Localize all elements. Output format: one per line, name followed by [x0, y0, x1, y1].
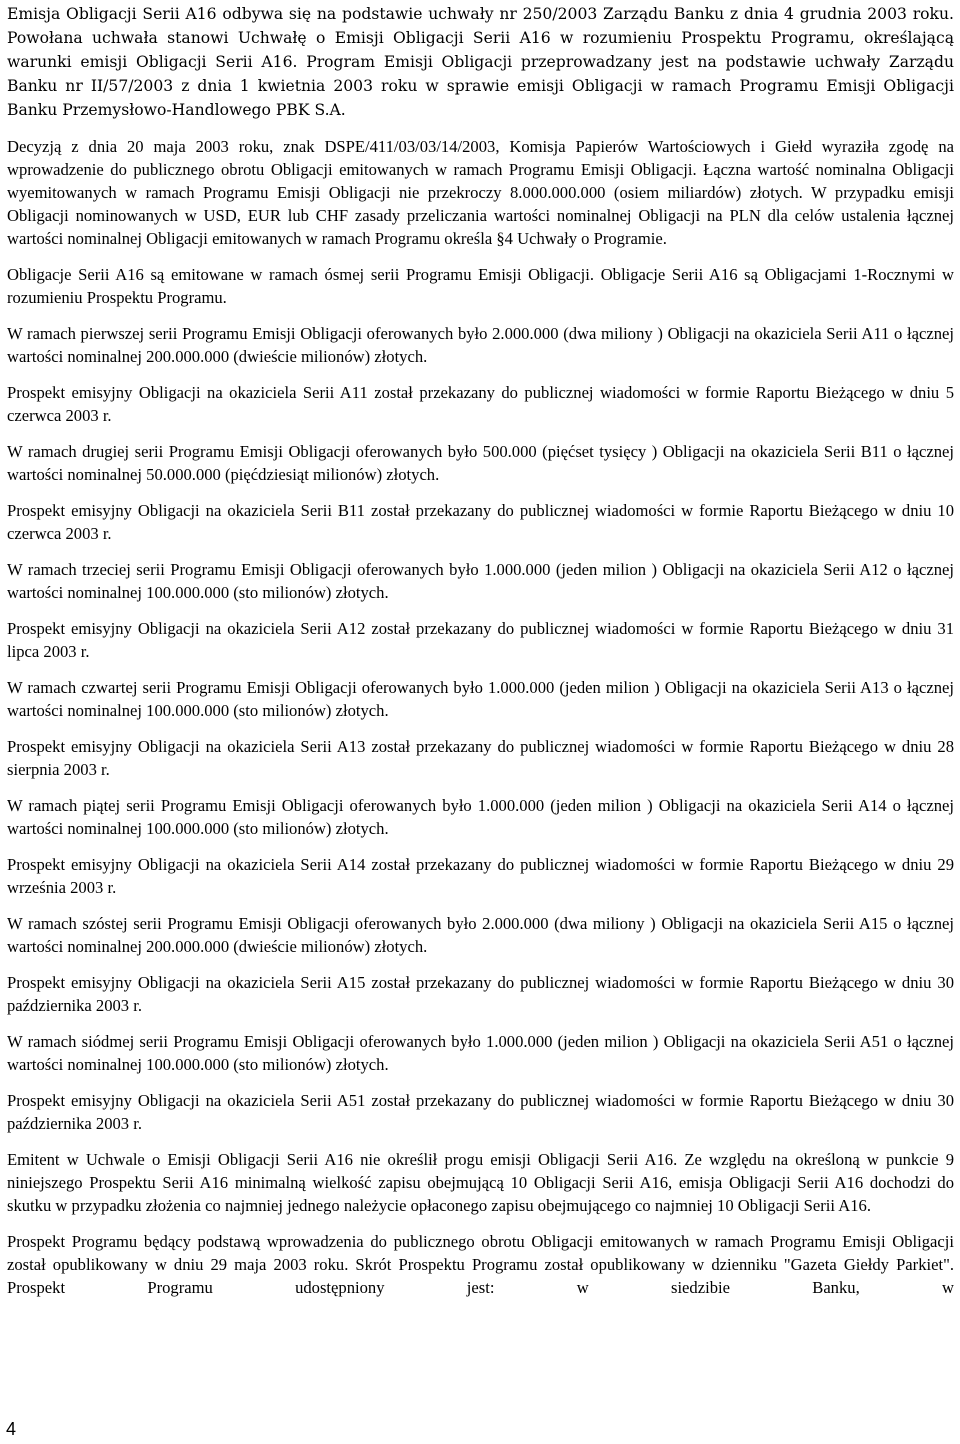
body-paragraph-issue-threshold: Emitent w Uchwale o Emisji Obligacji Serii A16 nie określił progu emisji Obligacji Serii A16. Ze względu na określoną w punkcie 9 niniejszego Prospektu Serii A16 minimalną wielkość zapisu obejmującą 10 Obligacji Serii A16, emisja Obligacji Serii A16 dochodzi do skutku w przypadku złożenia co najmniej jednego należycie opłaconego zapisu obejmującego co najmniej 10 Obligacji Serii A16.	[7, 1150, 954, 1215]
body-paragraph-prospectus-b11: Prospekt emisyjny Obligacji na okaziciela Serii B11 został przekazany do publicznej wiadomości w formie Raportu Bieżącego w dniu 10 czerwca 2003 r.	[7, 501, 954, 543]
intro-paragraph	[7, 2, 954, 122]
intro-text-part2: Program Emisji Obligacji przeprowadzany jest na podstawie uchwały Zarządu Banku nr II/57/2003 z dnia 1 kwietnia 2003 roku w sprawie emisji Obligacji w ramach Programu Emisji Obligacji Banku Przemysłowo-Handlowego PBK S.A.	[7, 53, 954, 119]
body-paragraph-program-prospectus: Prospekt Programu będący podstawą wprowadzenia do publicznego obrotu Obligacji emitowanych w ramach Programu Emisji Obligacji został opublikowany w dniu 29 maja 2003 roku. Skrót Prospektu Programu został opublikowany w dzienniku "Gazeta Giełdy Parkiet". Prospekt Programu udostępniony jest: w siedzibie Banku, w	[7, 1232, 954, 1297]
body-paragraph-series-a51: W ramach siódmej serii Programu Emisji Obligacji oferowanych było 1.000.000 (jeden milion ) Obligacji na okaziciela Serii A51 o łącznej wartości nominalnej 100.000.000 (sto milionów) złotych.	[7, 1032, 954, 1074]
page-number: 4	[6, 1419, 17, 1439]
intro-text-part1: Emisja Obligacji Serii A16 odbywa się na podstawie uchwały nr 250/2003 Zarządu Banku z dnia 4 grudnia 2003 roku. Powołana uchwała stanowi Uchwałę o Emisji Obligacji Serii A16 w rozumieniu Prospektu Programu, określającą warunki emisji Obligacji Serii A16.	[7, 5, 954, 71]
body-paragraph-prospectus-a51: Prospekt emisyjny Obligacji na okaziciela Serii A51 został przekazany do publicznej wiadomości w formie Raportu Bieżącego w dniu 30 października 2003 r.	[7, 1091, 954, 1133]
body-paragraph-series-a16: Obligacje Serii A16 są emitowane w ramach ósmej serii Programu Emisji Obligacji. Obligacje Serii A16 są Obligacjami 1-Rocznymi w rozumieniu Prospektu Programu.	[7, 265, 954, 307]
document-page	[7, 2, 954, 1312]
body-paragraph-series-b11: W ramach drugiej serii Programu Emisji Obligacji oferowanych było 500.000 (pięćset tysięcy ) Obligacji na okaziciela Serii B11 o łącznej wartości nominalnej 50.000.000 (pięćdziesiąt milionów) złotych.	[7, 442, 954, 484]
body-paragraph-prospectus-a13: Prospekt emisyjny Obligacji na okaziciela Serii A13 został przekazany do publicznej wiadomości w formie Raportu Bieżącego w dniu 28 sierpnia 2003 r.	[7, 737, 954, 779]
body-paragraph-series-a13: W ramach czwartej serii Programu Emisji Obligacji oferowanych było 1.000.000 (jeden milion ) Obligacji na okaziciela Serii A13 o łącznej wartości nominalnej 100.000.000 (sto milionów) złotych.	[7, 678, 954, 720]
body-paragraph-prospectus-a15: Prospekt emisyjny Obligacji na okaziciela Serii A15 został przekazany do publicznej wiadomości w formie Raportu Bieżącego w dniu 30 października 2003 r.	[7, 973, 954, 1015]
body-paragraph-prospectus-a12: Prospekt emisyjny Obligacji na okaziciela Serii A12 został przekazany do publicznej wiadomości w formie Raportu Bieżącego w dniu 31 lipca 2003 r.	[7, 619, 954, 661]
body-paragraph-series-a12: W ramach trzeciej serii Programu Emisji Obligacji oferowanych było 1.000.000 (jeden milion ) Obligacji na okaziciela Serii A12 o łącznej wartości nominalnej 100.000.000 (sto milionów) złotych.	[7, 560, 954, 602]
body-paragraph-series-a11: W ramach pierwszej serii Programu Emisji Obligacji oferowanych było 2.000.000 (dwa miliony ) Obligacji na okaziciela Serii A11 o łącznej wartości nominalnej 200.000.000 (dwieście milionów) złotych.	[7, 324, 954, 366]
body-paragraph-prospectus-a14: Prospekt emisyjny Obligacji na okaziciela Serii A14 został przekazany do publicznej wiadomości w formie Raportu Bieżącego w dniu 29 września 2003 r.	[7, 855, 954, 897]
body-paragraph-series-a14: W ramach piątej serii Programu Emisji Obligacji oferowanych było 1.000.000 (jeden milion ) Obligacji na okaziciela Serii A14 o łącznej wartości nominalnej 100.000.000 (sto milionów) złotych.	[7, 796, 954, 838]
body-paragraph-prospectus-a11: Prospekt emisyjny Obligacji na okaziciela Serii A11 został przekazany do publicznej wiadomości w formie Raportu Bieżącego w dniu 5 czerwca 2003 r.	[7, 383, 954, 425]
body-paragraph-series-a15: W ramach szóstej serii Programu Emisji Obligacji oferowanych było 2.000.000 (dwa miliony ) Obligacji na okaziciela Serii A15 o łącznej wartości nominalnej 200.000.000 (dwieście milionów) złotych.	[7, 914, 954, 956]
body-paragraph-kpwig-decision: Decyzją z dnia 20 maja 2003 roku, znak DSPE/411/03/03/14/2003, Komisja Papierów Wartościowych i Giełd wyraziła zgodę na wprowadzenie do publicznego obrotu Obligacji emitowanych w ramach Programu Emisji Obligacji. Łączna wartość nominalna Obligacji wyemitowanych w ramach Programu Emisji Obligacji nie przekroczy 8.000.000.000 (osiem miliardów) złotych. W przypadku emisji Obligacji nominowanych w USD, EUR lub CHF zasady przeliczania wartości nominalnej Obligacji na PLN dla celów ustalenia łącznej wartości nominalnej Obligacji emitowanych w ramach Programu określa §4 Uchwały o Programie.	[7, 137, 954, 248]
